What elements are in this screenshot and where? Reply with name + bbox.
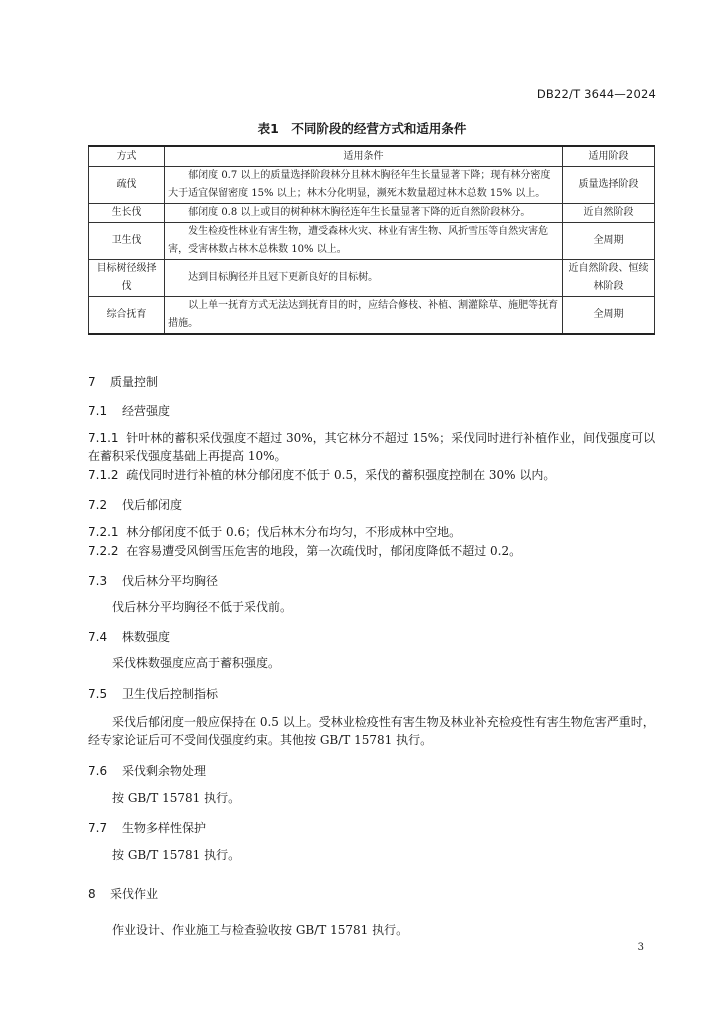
section-title: 生物多样性保护	[122, 821, 207, 835]
section-title: 株数强度	[122, 630, 171, 644]
cell-method: 卫生伐	[89, 223, 165, 260]
table-row	[89, 223, 655, 260]
cell-condition: 郁闭度 0.8 以上或目的树种林木胸径连年生长量显著下降的近自然阶段林分。	[165, 204, 563, 223]
standard-code: DB22/T 3644—2024	[536, 87, 656, 101]
cell-method: 疏伐	[89, 167, 165, 204]
cell-condition: 以上单一抚育方式无法达到抚育目的时，应结合修枝、补植、割灌除草、施肥等抚育措施。	[165, 297, 563, 335]
section-title: 质量控制	[110, 375, 159, 389]
section-7-7-heading	[88, 819, 206, 836]
cell-method: 综合抚育	[89, 297, 165, 335]
table-title: 表1 不同阶段的经营方式和适用条件	[257, 121, 467, 136]
table-row	[89, 260, 655, 297]
clause-text: 在容易遭受风倒雪压危害的地段，第一次疏伐时，郁闭度降低不超过 0.2。	[126, 544, 522, 558]
clause-number: 7.1.2	[88, 468, 119, 482]
clause-text: 针叶林的蓄积采伐强度不超过 30%，其它林分不超过 15%；采伐同时进行补植作业，间伐强度可以在蓄积采伐强度基础上再提高 10%。	[88, 431, 656, 463]
section-number: 7	[88, 375, 96, 389]
section-number: 8	[88, 887, 96, 901]
section-7-3-text: 伐后林分平均胸径不低于采伐前。	[112, 600, 293, 614]
cell-stage: 全周期	[562, 223, 654, 260]
column-header-stage: 适用阶段	[562, 146, 654, 167]
cell-stage: 全周期	[562, 297, 654, 335]
conditions-table	[88, 145, 655, 335]
section-number: 7.1	[88, 404, 108, 418]
table-row	[89, 204, 655, 223]
clause-7-2-1	[88, 523, 656, 541]
cell-condition: 郁闭度 0.7 以上的质量选择阶段林分且林木胸径年生长量显著下降；现有林分密度大于适宜保留密度 15% 以上；林木分化明显，濒死木数量超过林木总数 15% 以上。	[165, 167, 563, 204]
column-header-method: 方式	[89, 146, 165, 167]
clause-7-1-1	[88, 429, 656, 465]
cell-stage: 近自然阶段、恒续林阶段	[562, 260, 654, 297]
section-7-7-text: 按 GB/T 15781 执行。	[112, 848, 241, 862]
clause-7-2-2	[88, 542, 656, 560]
clause-7-1-2	[88, 466, 656, 484]
cell-condition: 达到目标胸径并且冠下更新良好的目标树。	[165, 260, 563, 297]
section-title: 采伐剩余物处理	[122, 764, 207, 778]
clause-number: 7.1.1	[88, 431, 119, 445]
section-7-1-heading	[88, 402, 170, 419]
clause-number: 7.2.2	[88, 544, 119, 558]
clause-text: 林分郁闭度不低于 0.6；伐后林木分布均匀，不形成林中空地。	[126, 525, 462, 539]
section-7-6-text: 按 GB/T 15781 执行。	[112, 791, 241, 805]
section-7-5-text: 采伐后郁闭度一般应保持在 0.5 以上。受林业检疫性有害生物及林业补充检疫性有害生物危害严重时，经专家论证后可不受间伐强度约束。其他按 GB/T 15781 执行。	[88, 715, 655, 747]
section-title: 采伐作业	[110, 887, 159, 901]
section-number: 7.7	[88, 821, 108, 835]
cell-method: 目标树径级择伐	[89, 260, 165, 297]
section-8-heading	[88, 885, 158, 902]
section-7-2-heading	[88, 496, 182, 513]
section-8-text: 作业设计、作业施工与检查验收按 GB/T 15781 执行。	[112, 923, 409, 937]
section-number: 7.4	[88, 630, 108, 644]
column-header-condition: 适用条件	[165, 146, 563, 167]
section-number: 7.6	[88, 764, 108, 778]
cell-stage: 质量选择阶段	[562, 167, 654, 204]
clause-number: 7.2.1	[88, 525, 119, 539]
section-number: 7.2	[88, 498, 108, 512]
section-title: 卫生伐后控制指标	[122, 687, 219, 701]
section-title: 伐后郁闭度	[122, 498, 183, 512]
section-title: 伐后林分平均胸径	[122, 574, 219, 588]
section-7-6-heading	[88, 762, 206, 779]
section-7-4-text: 采伐株数强度应高于蓄积强度。	[112, 656, 281, 670]
cell-method: 生长伐	[89, 204, 165, 223]
section-number: 7.3	[88, 574, 108, 588]
table-header-row	[89, 146, 655, 167]
section-7-5-heading	[88, 685, 218, 702]
section-7-3-heading	[88, 572, 218, 589]
table-row	[89, 297, 655, 335]
section-7-4-heading	[88, 628, 170, 645]
page-number: 3	[637, 942, 644, 953]
section-title: 经营强度	[122, 404, 171, 418]
cell-stage: 近自然阶段	[562, 204, 654, 223]
section-7-heading	[88, 373, 158, 390]
clause-text: 疏伐同时进行补植的林分郁闭度不低于 0.5，采伐的蓄积强度控制在 30% 以内。	[126, 468, 556, 482]
cell-condition: 发生检疫性林业有害生物，遭受森林火灾、林业有害生物、风折雪压等自然灾害危害，受害林数占林木总株数 10% 以上。	[165, 223, 563, 260]
section-number: 7.5	[88, 687, 108, 701]
table-row	[89, 167, 655, 204]
